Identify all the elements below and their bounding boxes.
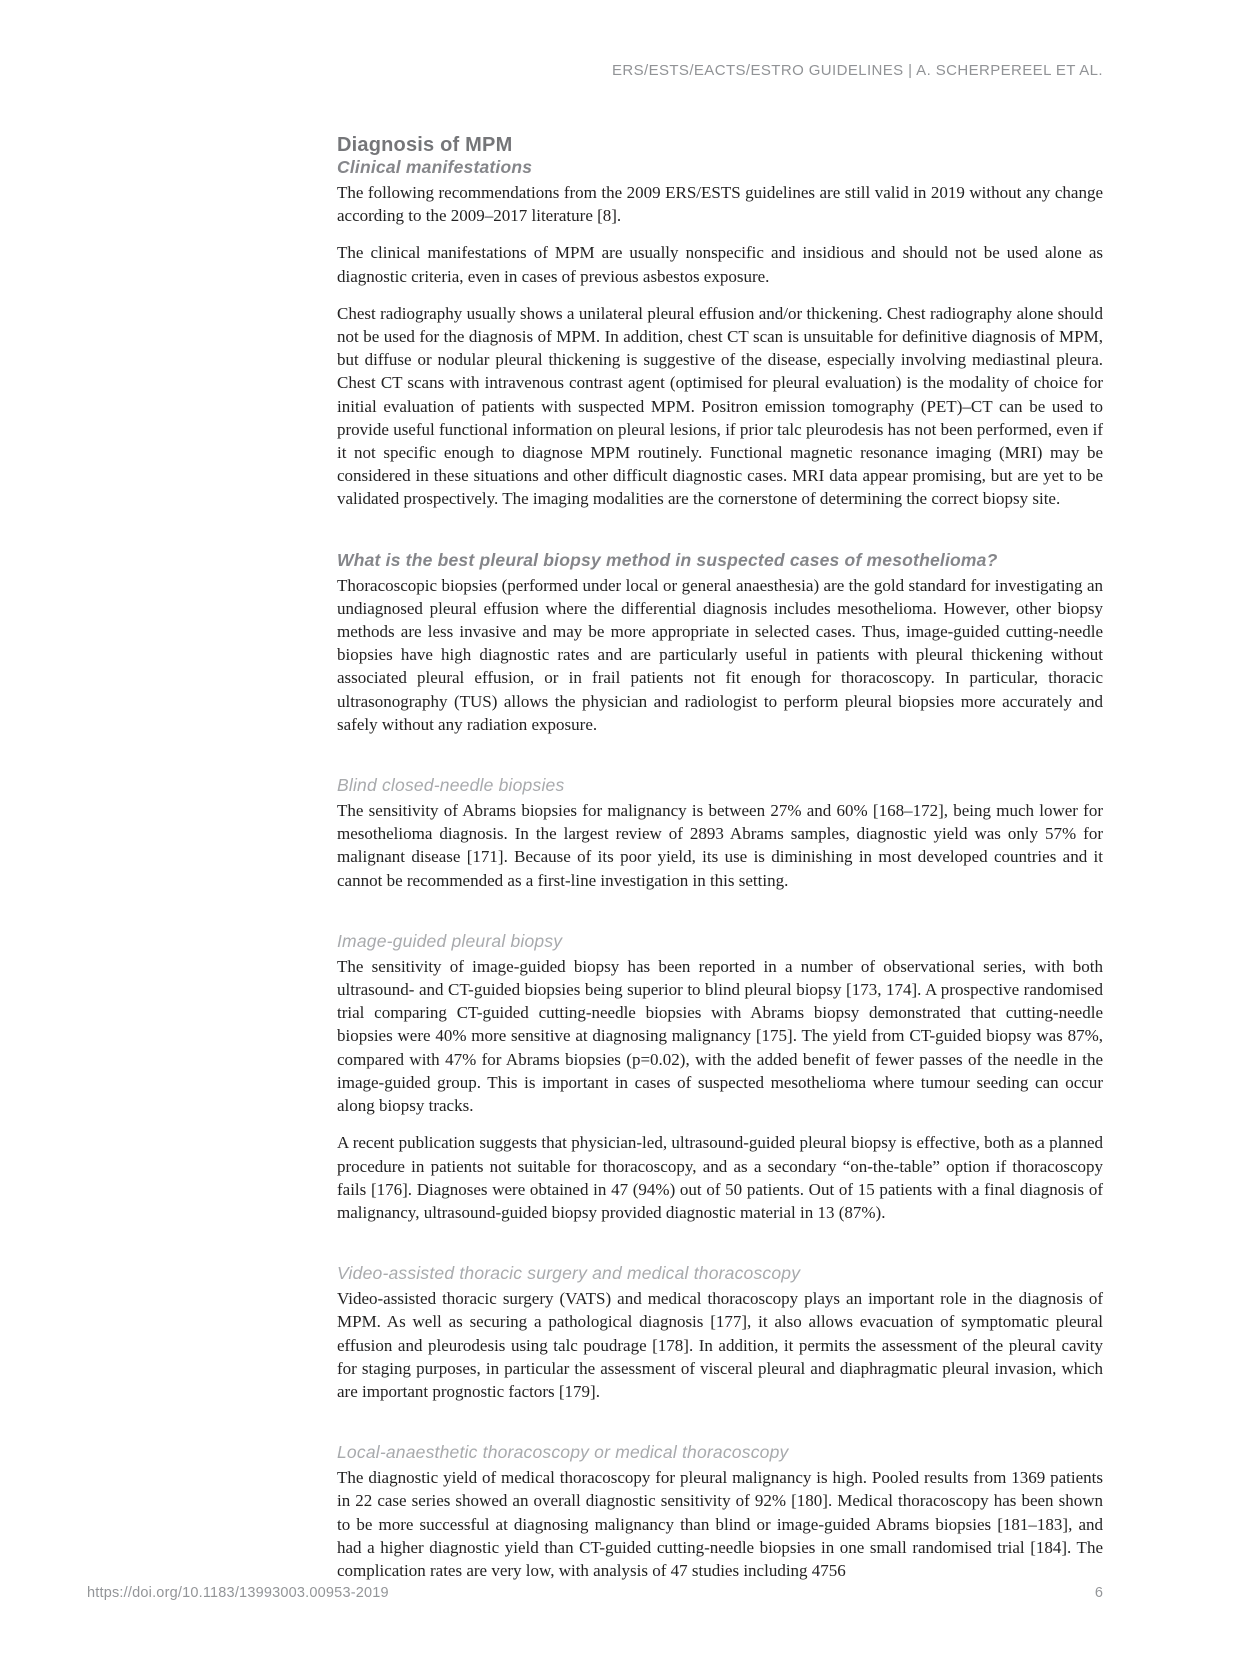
heading-biopsy-question: What is the best pleural biopsy method in suspected cases of mesothelioma? [337,549,998,570]
page-number: 6 [1094,1585,1103,1601]
heading-vats-medical-thoracoscopy: Video-assisted thoracic surgery and medical thoracoscopy [337,1263,801,1284]
page-footer [87,1585,1103,1601]
doi-link[interactable]: https://doi.org/10.1183/13993003.00953-2019 [87,1585,389,1601]
paragraph-thoracoscopic-biopsies: Thoracoscopic biopsies (performed under local or general anaesthesia) are the gold standard for investigating an undiagnosed pleural effusion where the differential diagnosis includes mesothelioma. However, other biopsy methods are less invasive and may be more appropriate in selected cases. Thus, image-guided cutting-needle biopsies have high diagnostic rates and are particularly useful in patients with pleural thickening without associated pleural effusion, or in frail patients not fit enough for thoracoscopy. In particular, thoracic ultrasonography (TUS) allows the physician and radiologist to perform pleural biopsies more accurately and safely without any radiation exposure. [337,575,1103,734]
paragraph-medical-thoracoscopy-yield: The diagnostic yield of medical thoracoscopy for pleural malignancy is high. Pooled results from 1369 patients in 22 case series showed an overall diagnostic sensitivity of 92% [180]. Medical thoracoscopy has been shown to be more successful at diagnosing malignancy than blind or image-guided Abrams biopsies [181–183], and had a higher diagnostic yield than CT-guided cutting-needle biopsies in one small randomised trial [184]. The complication rates are very low, with analysis of 47 studies including 4756 [337,1468,1103,1580]
paragraph-ultrasound-guided-biopsy: A recent publication suggests that physician-led, ultrasound-guided pleural biopsy is effective, both as a planned procedure in patients not suitable for thoracoscopy, and as a secondary “on-the-table” option if thoracoscopy fails [176]. Diagnoses were obtained in 47 (94%) out of 50 patients. Out of 15 patients with a final diagnosis of malignancy, ultrasound-guided biopsy provided diagnostic material in 13 (87%). [337,1133,1103,1222]
page-title: Diagnosis of MPM [337,134,513,156]
heading-blind-closed-needle-biopsies: Blind closed-needle biopsies [337,775,565,796]
article-body [337,134,1103,1582]
heading-local-anaesthetic-thoracoscopy: Local-anaesthetic thoracoscopy or medical thoracoscopy [337,1442,789,1463]
paragraph-recommendations: The following recommendations from the 2009 ERS/ESTS guidelines are still valid in 2019 without any change according to the 2009–2017 literature [8]. [337,183,1103,226]
paragraph-abrams-sensitivity: The sensitivity of Abrams biopsies for malignancy is between 27% and 60% [168–172], being much lower for mesothelioma diagnosis. In the largest review of 2893 Abrams samples, diagnostic yield was only 57% for malignant disease [171]. Because of its poor yield, its use is diminishing in most developed countries and it cannot be recommended as a first-line investigation in this setting. [337,801,1103,890]
running-header: ERS/ESTS/EACTS/ESTRO GUIDELINES | A. SCHERPEREEL ET AL. [611,62,1103,79]
paragraph-clinical-manifestations: The clinical manifestations of MPM are usually nonspecific and insidious and should not be used alone as diagnostic criteria, even in cases of previous asbestos exposure. [337,243,1103,286]
heading-clinical-manifestations: Clinical manifestations [337,157,533,177]
heading-image-guided-pleural-biopsy: Image-guided pleural biopsy [337,930,563,951]
paragraph-chest-radiography: Chest radiography usually shows a unilateral pleural effusion and/or thickening. Chest radiography alone should not be used for the diagnosis of MPM. In addition, chest CT scan is unsuitable for definitive diagnosis of MPM, but diffuse or nodular pleural thickening is suggestive of the disease, especially involving mediastinal pleura. Chest CT scans with intravenous contrast agent (optimised for pleural evaluation) is the modality of choice for initial evaluation of patients with suspected MPM. Positron emission tomography (PET)–CT can be used to provide useful functional information on pleural lesions, if prior talc pleurodesis has not been performed, even if it not specific enough to diagnose MPM routinely. Functional magnetic resonance imaging (MRI) may be considered in these situations and other difficult diagnostic cases. MRI data appear promising, but are yet to be validated prospectively. The imaging modalities are the cornerstone of determining the correct biopsy site. [337,303,1103,509]
paragraph-image-guided-sensitivity: The sensitivity of image-guided biopsy has been reported in a number of observational series, with both ultrasound- and CT-guided biopsies being superior to blind pleural biopsy [173, 174]. A prospective randomised trial comparing CT-guided cutting-needle biopsies with Abrams biopsy demonstrated that cutting-needle biopsies were 40% more sensitive at diagnosing malignancy [175]. The yield from CT-guided biopsy was 87%, compared with 47% for Abrams biopsies (p=0.02), with the added benefit of fewer passes of the needle in the image-guided group. This is important in cases of suspected mesothelioma where tumour seeding can occur along biopsy tracks. [337,956,1103,1116]
paragraph-vats: Video-assisted thoracic surgery (VATS) and medical thoracoscopy plays an important role in the diagnosis of MPM. As well as securing a pathological diagnosis [177], it also allows evacuation of symptomatic pleural effusion and pleurodesis using talc poudrage [178]. In addition, it permits the assessment of the pleural cavity for staging purposes, in particular the assessment of visceral pleural and diaphragmatic pleural invasion, which are important prognostic factors [179]. [337,1289,1103,1401]
